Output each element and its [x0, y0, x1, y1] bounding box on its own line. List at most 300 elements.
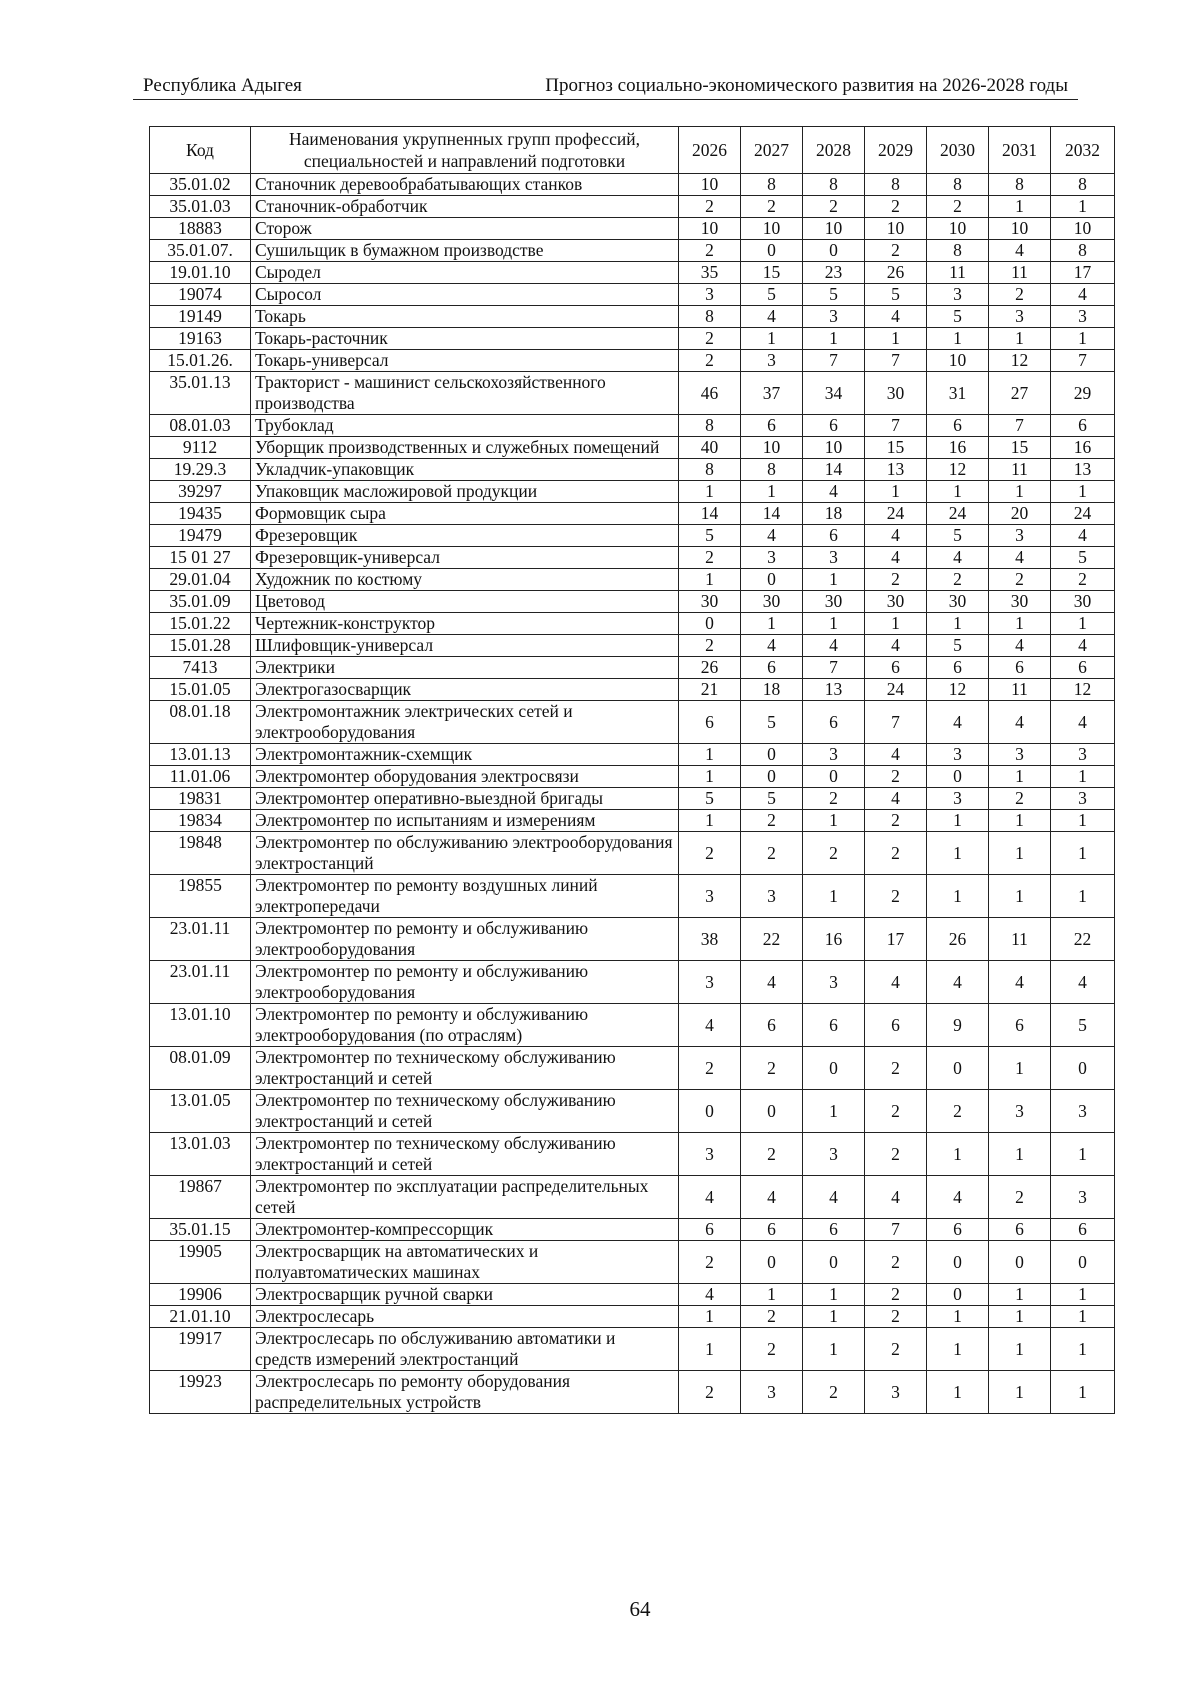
- row-value: 1: [989, 328, 1051, 350]
- row-code: 19867: [150, 1176, 251, 1219]
- row-name: Электромонтер по обслуживанию электрооборудования электростанций: [251, 832, 679, 875]
- row-value: 3: [989, 306, 1051, 328]
- table-row: [150, 306, 1115, 328]
- row-value: 1: [927, 1306, 989, 1328]
- row-value: 2: [803, 1371, 865, 1414]
- header-year: 2031: [989, 127, 1051, 174]
- row-value: 6: [803, 415, 865, 437]
- row-value: 3: [741, 547, 803, 569]
- row-name: Электромонтер по эксплуатации распределительных сетей: [251, 1176, 679, 1219]
- row-value: 24: [865, 503, 927, 525]
- row-value: 1: [1051, 1306, 1115, 1328]
- row-value: 3: [741, 1371, 803, 1414]
- table-row: [150, 875, 1115, 918]
- row-value: 3: [803, 744, 865, 766]
- table-row: [150, 1371, 1115, 1414]
- row-value: 2: [679, 1047, 741, 1090]
- row-value: 5: [1051, 1004, 1115, 1047]
- row-value: 4: [679, 1176, 741, 1219]
- row-value: 29: [1051, 372, 1115, 415]
- row-name: Электромонтер по ремонту воздушных линий электропередачи: [251, 875, 679, 918]
- row-name: Укладчик-упаковщик: [251, 459, 679, 481]
- row-value: 11: [989, 679, 1051, 701]
- row-value: 1: [1051, 766, 1115, 788]
- row-name: Электромонтер по техническому обслуживанию электростанций и сетей: [251, 1090, 679, 1133]
- row-code: 13.01.05: [150, 1090, 251, 1133]
- row-value: 1: [679, 1328, 741, 1371]
- row-value: 1: [803, 328, 865, 350]
- row-value: 10: [803, 437, 865, 459]
- row-code: 15.01.26.: [150, 350, 251, 372]
- row-code: 19834: [150, 810, 251, 832]
- row-code: 35.01.15: [150, 1219, 251, 1241]
- row-code: 39297: [150, 481, 251, 503]
- row-value: 17: [865, 918, 927, 961]
- row-value: 3: [1051, 744, 1115, 766]
- row-value: 30: [741, 591, 803, 613]
- row-value: 6: [803, 1004, 865, 1047]
- row-value: 1: [989, 810, 1051, 832]
- row-code: 19435: [150, 503, 251, 525]
- row-value: 1: [927, 613, 989, 635]
- row-name: Электромонтер по техническому обслуживанию электростанций и сетей: [251, 1047, 679, 1090]
- row-value: 4: [741, 961, 803, 1004]
- table-row: [150, 284, 1115, 306]
- row-value: 18: [741, 679, 803, 701]
- row-value: 24: [927, 503, 989, 525]
- row-value: 3: [679, 1133, 741, 1176]
- table-row: [150, 415, 1115, 437]
- row-name: Токарь: [251, 306, 679, 328]
- row-value: 6: [927, 1219, 989, 1241]
- header-name: Наименования укрупненных групп профессий, специальностей и направлений подготовки: [251, 127, 679, 174]
- row-value: 30: [803, 591, 865, 613]
- row-value: 10: [927, 350, 989, 372]
- row-code: 11.01.06: [150, 766, 251, 788]
- row-value: 12: [927, 459, 989, 481]
- row-code: 08.01.18: [150, 701, 251, 744]
- row-code: 13.01.13: [150, 744, 251, 766]
- row-value: 0: [741, 1241, 803, 1284]
- row-value: 14: [803, 459, 865, 481]
- row-value: 24: [1051, 503, 1115, 525]
- row-value: 0: [927, 766, 989, 788]
- row-value: 4: [1051, 635, 1115, 657]
- row-value: 27: [989, 372, 1051, 415]
- row-name: Уборщик производственных и служебных помещений: [251, 437, 679, 459]
- row-value: 2: [803, 196, 865, 218]
- row-value: 1: [1051, 1133, 1115, 1176]
- row-value: 1: [679, 569, 741, 591]
- table-row: [150, 766, 1115, 788]
- row-value: 2: [865, 1090, 927, 1133]
- row-value: 0: [927, 1241, 989, 1284]
- row-value: 0: [679, 1090, 741, 1133]
- table-row: [150, 350, 1115, 372]
- table-body: [150, 174, 1115, 1414]
- table-row: [150, 328, 1115, 350]
- row-value: 14: [741, 503, 803, 525]
- row-value: 4: [1051, 961, 1115, 1004]
- row-value: 1: [989, 766, 1051, 788]
- row-value: 0: [989, 1241, 1051, 1284]
- row-value: 3: [1051, 306, 1115, 328]
- table-row: [150, 240, 1115, 262]
- header-code: Код: [150, 127, 251, 174]
- row-value: 31: [927, 372, 989, 415]
- row-value: 9: [927, 1004, 989, 1047]
- row-value: 2: [927, 196, 989, 218]
- row-value: 3: [1051, 1176, 1115, 1219]
- row-value: 4: [989, 240, 1051, 262]
- header-year: 2029: [865, 127, 927, 174]
- row-value: 3: [741, 875, 803, 918]
- row-value: 6: [865, 657, 927, 679]
- row-value: 0: [741, 1090, 803, 1133]
- row-value: 5: [927, 525, 989, 547]
- row-value: 4: [865, 788, 927, 810]
- table-row: [150, 788, 1115, 810]
- row-value: 4: [1051, 701, 1115, 744]
- row-value: 18: [803, 503, 865, 525]
- row-code: 15.01.22: [150, 613, 251, 635]
- row-value: 3: [927, 284, 989, 306]
- header-year: 2030: [927, 127, 989, 174]
- row-value: 5: [679, 525, 741, 547]
- row-value: 10: [989, 218, 1051, 240]
- row-value: 26: [679, 657, 741, 679]
- row-value: 8: [927, 240, 989, 262]
- row-code: 19.29.3: [150, 459, 251, 481]
- row-value: 3: [803, 306, 865, 328]
- table-row: [150, 262, 1115, 284]
- table-row: [150, 961, 1115, 1004]
- row-value: 16: [1051, 437, 1115, 459]
- row-value: 1: [803, 1306, 865, 1328]
- row-code: 19831: [150, 788, 251, 810]
- row-name: Электромонтажник электрических сетей и электрооборудования: [251, 701, 679, 744]
- row-value: 8: [679, 459, 741, 481]
- row-value: 2: [741, 1328, 803, 1371]
- row-code: 19848: [150, 832, 251, 875]
- row-value: 0: [679, 613, 741, 635]
- row-value: 1: [803, 875, 865, 918]
- row-value: 26: [927, 918, 989, 961]
- row-value: 7: [803, 657, 865, 679]
- row-value: 34: [803, 372, 865, 415]
- row-code: 19923: [150, 1371, 251, 1414]
- table-row: [150, 1241, 1115, 1284]
- row-name: Фрезеровщик: [251, 525, 679, 547]
- row-value: 6: [1051, 415, 1115, 437]
- row-value: 0: [1051, 1241, 1115, 1284]
- row-value: 38: [679, 918, 741, 961]
- row-value: 4: [927, 701, 989, 744]
- table-row: [150, 196, 1115, 218]
- row-value: 4: [865, 1176, 927, 1219]
- row-value: 1: [865, 328, 927, 350]
- row-value: 1: [989, 1284, 1051, 1306]
- row-value: 16: [803, 918, 865, 961]
- table-row: [150, 1004, 1115, 1047]
- row-value: 2: [679, 635, 741, 657]
- region-name: Республика Адыгея: [143, 75, 302, 96]
- row-value: 22: [1051, 918, 1115, 961]
- table-row: [150, 1219, 1115, 1241]
- row-value: 10: [741, 218, 803, 240]
- row-value: 4: [803, 635, 865, 657]
- row-value: 5: [865, 284, 927, 306]
- row-value: 6: [741, 1004, 803, 1047]
- row-code: 19074: [150, 284, 251, 306]
- row-value: 2: [865, 569, 927, 591]
- row-value: 4: [679, 1004, 741, 1047]
- row-name: Художник по костюму: [251, 569, 679, 591]
- row-value: 11: [989, 262, 1051, 284]
- row-value: 4: [679, 1284, 741, 1306]
- row-value: 6: [989, 1004, 1051, 1047]
- row-value: 2: [865, 1133, 927, 1176]
- row-code: 35.01.07.: [150, 240, 251, 262]
- row-value: 6: [1051, 657, 1115, 679]
- row-value: 1: [927, 875, 989, 918]
- row-value: 1: [1051, 196, 1115, 218]
- row-name: Чертежник-конструктор: [251, 613, 679, 635]
- table-row: [150, 174, 1115, 196]
- row-name: Электромонтажник-схемщик: [251, 744, 679, 766]
- row-code: 15 01 27: [150, 547, 251, 569]
- row-name: Шлифовщик-универсал: [251, 635, 679, 657]
- row-value: 1: [989, 481, 1051, 503]
- row-value: 1: [803, 569, 865, 591]
- table-row: [150, 1090, 1115, 1133]
- row-value: 2: [741, 810, 803, 832]
- row-value: 4: [741, 306, 803, 328]
- row-value: 5: [1051, 547, 1115, 569]
- row-value: 24: [865, 679, 927, 701]
- row-value: 3: [679, 875, 741, 918]
- row-value: 2: [865, 875, 927, 918]
- row-code: 08.01.03: [150, 415, 251, 437]
- row-value: 1: [679, 744, 741, 766]
- row-value: 2: [679, 240, 741, 262]
- row-name: Токарь-расточник: [251, 328, 679, 350]
- row-value: 26: [865, 262, 927, 284]
- row-value: 0: [927, 1047, 989, 1090]
- table-row: [150, 218, 1115, 240]
- row-value: 7: [865, 415, 927, 437]
- row-value: 0: [741, 744, 803, 766]
- row-value: 7: [865, 1219, 927, 1241]
- row-code: 29.01.04: [150, 569, 251, 591]
- row-name: Сторож: [251, 218, 679, 240]
- row-value: 2: [679, 1371, 741, 1414]
- row-value: 6: [803, 525, 865, 547]
- row-value: 1: [1051, 875, 1115, 918]
- row-value: 1: [989, 1306, 1051, 1328]
- table-row: [150, 459, 1115, 481]
- row-value: 3: [679, 961, 741, 1004]
- row-name: Электромонтер по испытаниям и измерениям: [251, 810, 679, 832]
- row-value: 2: [741, 832, 803, 875]
- table-row: [150, 503, 1115, 525]
- row-code: 15.01.28: [150, 635, 251, 657]
- row-value: 2: [865, 1241, 927, 1284]
- table-row: [150, 547, 1115, 569]
- row-value: 6: [989, 657, 1051, 679]
- row-value: 0: [741, 766, 803, 788]
- row-value: 8: [989, 174, 1051, 196]
- row-value: 4: [741, 525, 803, 547]
- row-name: Электромонтер по ремонту и обслуживанию электрооборудования: [251, 961, 679, 1004]
- row-code: 19855: [150, 875, 251, 918]
- row-name: Сыродел: [251, 262, 679, 284]
- table-row: [150, 372, 1115, 415]
- row-code: 19163: [150, 328, 251, 350]
- table-row: [150, 679, 1115, 701]
- row-value: 3: [741, 350, 803, 372]
- row-value: 4: [865, 547, 927, 569]
- row-name: Электромонтер по ремонту и обслуживанию электрооборудования (по отраслям): [251, 1004, 679, 1047]
- row-value: 0: [741, 569, 803, 591]
- row-value: 4: [803, 1176, 865, 1219]
- row-value: 8: [803, 174, 865, 196]
- row-value: 1: [803, 810, 865, 832]
- row-value: 2: [679, 350, 741, 372]
- row-value: 3: [989, 1090, 1051, 1133]
- row-code: 35.01.03: [150, 196, 251, 218]
- row-value: 3: [865, 1371, 927, 1414]
- row-value: 10: [679, 218, 741, 240]
- row-code: 35.01.13: [150, 372, 251, 415]
- row-value: 2: [679, 1241, 741, 1284]
- row-value: 12: [927, 679, 989, 701]
- row-value: 3: [1051, 1090, 1115, 1133]
- row-value: 7: [989, 415, 1051, 437]
- table-row: [150, 1176, 1115, 1219]
- row-value: 6: [741, 1219, 803, 1241]
- row-value: 2: [865, 240, 927, 262]
- row-value: 3: [989, 525, 1051, 547]
- row-value: 20: [989, 503, 1051, 525]
- row-name: Цветовод: [251, 591, 679, 613]
- row-value: 12: [1051, 679, 1115, 701]
- row-value: 1: [803, 1328, 865, 1371]
- page-header: [133, 73, 1078, 100]
- table-row: [150, 810, 1115, 832]
- row-value: 6: [741, 657, 803, 679]
- row-value: 2: [865, 832, 927, 875]
- row-value: 6: [741, 415, 803, 437]
- row-value: 0: [803, 766, 865, 788]
- row-value: 4: [1051, 525, 1115, 547]
- row-value: 16: [927, 437, 989, 459]
- row-value: 10: [803, 218, 865, 240]
- row-value: 8: [865, 174, 927, 196]
- row-name: Станочник-обработчик: [251, 196, 679, 218]
- row-code: 19917: [150, 1328, 251, 1371]
- row-value: 10: [1051, 218, 1115, 240]
- row-value: 5: [741, 788, 803, 810]
- table-row: [150, 635, 1115, 657]
- row-value: 10: [927, 218, 989, 240]
- row-value: 7: [865, 350, 927, 372]
- row-value: 30: [989, 591, 1051, 613]
- row-name: Электромонтер оборудования электросвязи: [251, 766, 679, 788]
- table-row: [150, 701, 1115, 744]
- row-value: 1: [803, 1284, 865, 1306]
- header-year: 2026: [679, 127, 741, 174]
- row-value: 0: [803, 1241, 865, 1284]
- row-value: 4: [865, 744, 927, 766]
- row-value: 4: [927, 961, 989, 1004]
- row-value: 15: [989, 437, 1051, 459]
- row-value: 6: [679, 1219, 741, 1241]
- table-row: [150, 1284, 1115, 1306]
- table-row: [150, 657, 1115, 679]
- row-name: Электромонтер по техническому обслуживанию электростанций и сетей: [251, 1133, 679, 1176]
- header-year: 2027: [741, 127, 803, 174]
- row-value: 2: [865, 196, 927, 218]
- table-row: [150, 525, 1115, 547]
- row-value: 5: [803, 284, 865, 306]
- row-value: 1: [989, 196, 1051, 218]
- row-name: Сыросол: [251, 284, 679, 306]
- row-value: 1: [927, 1371, 989, 1414]
- table-row: [150, 1328, 1115, 1371]
- row-value: 1: [803, 1090, 865, 1133]
- row-value: 1: [927, 328, 989, 350]
- row-value: 35: [679, 262, 741, 284]
- row-value: 4: [989, 635, 1051, 657]
- row-code: 19479: [150, 525, 251, 547]
- row-value: 8: [741, 174, 803, 196]
- row-value: 4: [741, 635, 803, 657]
- row-value: 4: [865, 306, 927, 328]
- row-value: 5: [741, 284, 803, 306]
- table-row: [150, 437, 1115, 459]
- row-value: 2: [865, 1306, 927, 1328]
- row-value: 8: [679, 415, 741, 437]
- row-code: 23.01.11: [150, 961, 251, 1004]
- row-value: 6: [865, 1004, 927, 1047]
- row-code: 15.01.05: [150, 679, 251, 701]
- row-value: 2: [927, 1090, 989, 1133]
- row-value: 2: [989, 1176, 1051, 1219]
- row-value: 1: [741, 613, 803, 635]
- row-name: Токарь-универсал: [251, 350, 679, 372]
- table-row: [150, 744, 1115, 766]
- row-value: 1: [1051, 481, 1115, 503]
- row-value: 4: [865, 961, 927, 1004]
- row-value: 4: [989, 701, 1051, 744]
- row-value: 2: [989, 788, 1051, 810]
- row-code: 19905: [150, 1241, 251, 1284]
- row-value: 30: [865, 591, 927, 613]
- row-value: 4: [1051, 284, 1115, 306]
- row-value: 4: [803, 481, 865, 503]
- row-value: 2: [865, 1328, 927, 1371]
- table-row: [150, 591, 1115, 613]
- row-value: 1: [927, 481, 989, 503]
- row-name: Упаковщик масложировой продукции: [251, 481, 679, 503]
- row-name: Станочник деревообрабатывающих станков: [251, 174, 679, 196]
- row-value: 30: [927, 591, 989, 613]
- row-value: 1: [927, 1328, 989, 1371]
- row-value: 2: [865, 1047, 927, 1090]
- row-value: 1: [865, 613, 927, 635]
- row-value: 21: [679, 679, 741, 701]
